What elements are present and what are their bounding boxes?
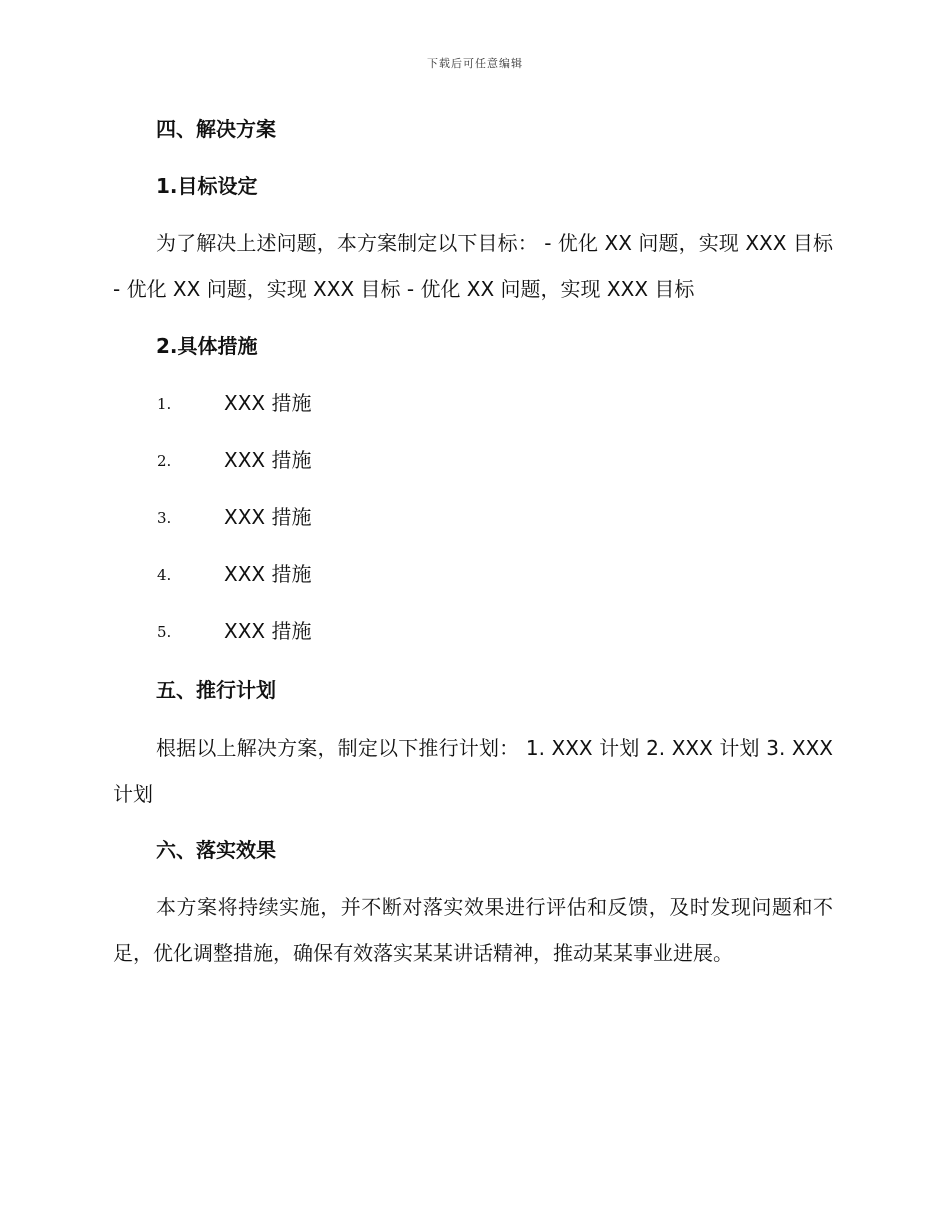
measure-number: 4. — [157, 566, 172, 584]
measure-text: XXX 措施 — [224, 391, 312, 415]
section-5-heading: 五、推行计划 — [156, 678, 276, 702]
plan-paragraph: 根据以上解决方案，制定以下推行计划： 1. XXX 计划 2. XXX 计划 3. XXX 计划 — [113, 736, 833, 806]
measure-number: 3. — [157, 509, 172, 527]
measure-number: 2. — [157, 452, 172, 470]
measure-number: 1. — [157, 395, 172, 413]
section-6-heading: 六、落实效果 — [156, 838, 276, 862]
measures-heading: 2.具体措施 — [156, 334, 258, 358]
measure-number: 5. — [157, 623, 172, 641]
goal-setting-paragraph: 为了解决上述问题，本方案制定以下目标： - 优化 XX 问题，实现 XXX 目标 - 优化 XX 问题，实现 XXX 目标 - 优化 XX 问题，实现 XXX 目标 — [113, 231, 833, 301]
measure-text: XXX 措施 — [224, 562, 312, 586]
header-note: 下载后可任意编辑 — [427, 57, 523, 70]
measure-text: XXX 措施 — [224, 505, 312, 529]
measure-text: XXX 措施 — [224, 619, 312, 643]
measure-text: XXX 措施 — [224, 448, 312, 472]
effect-paragraph: 本方案将持续实施，并不断对落实效果进行评估和反馈，及时发现问题和不足，优化调整措施，确保有效落实某某讲话精神，推动某某事业进展。 — [113, 895, 833, 965]
goal-setting-heading: 1.目标设定 — [156, 174, 258, 198]
section-4-heading: 四、解决方案 — [156, 117, 276, 141]
